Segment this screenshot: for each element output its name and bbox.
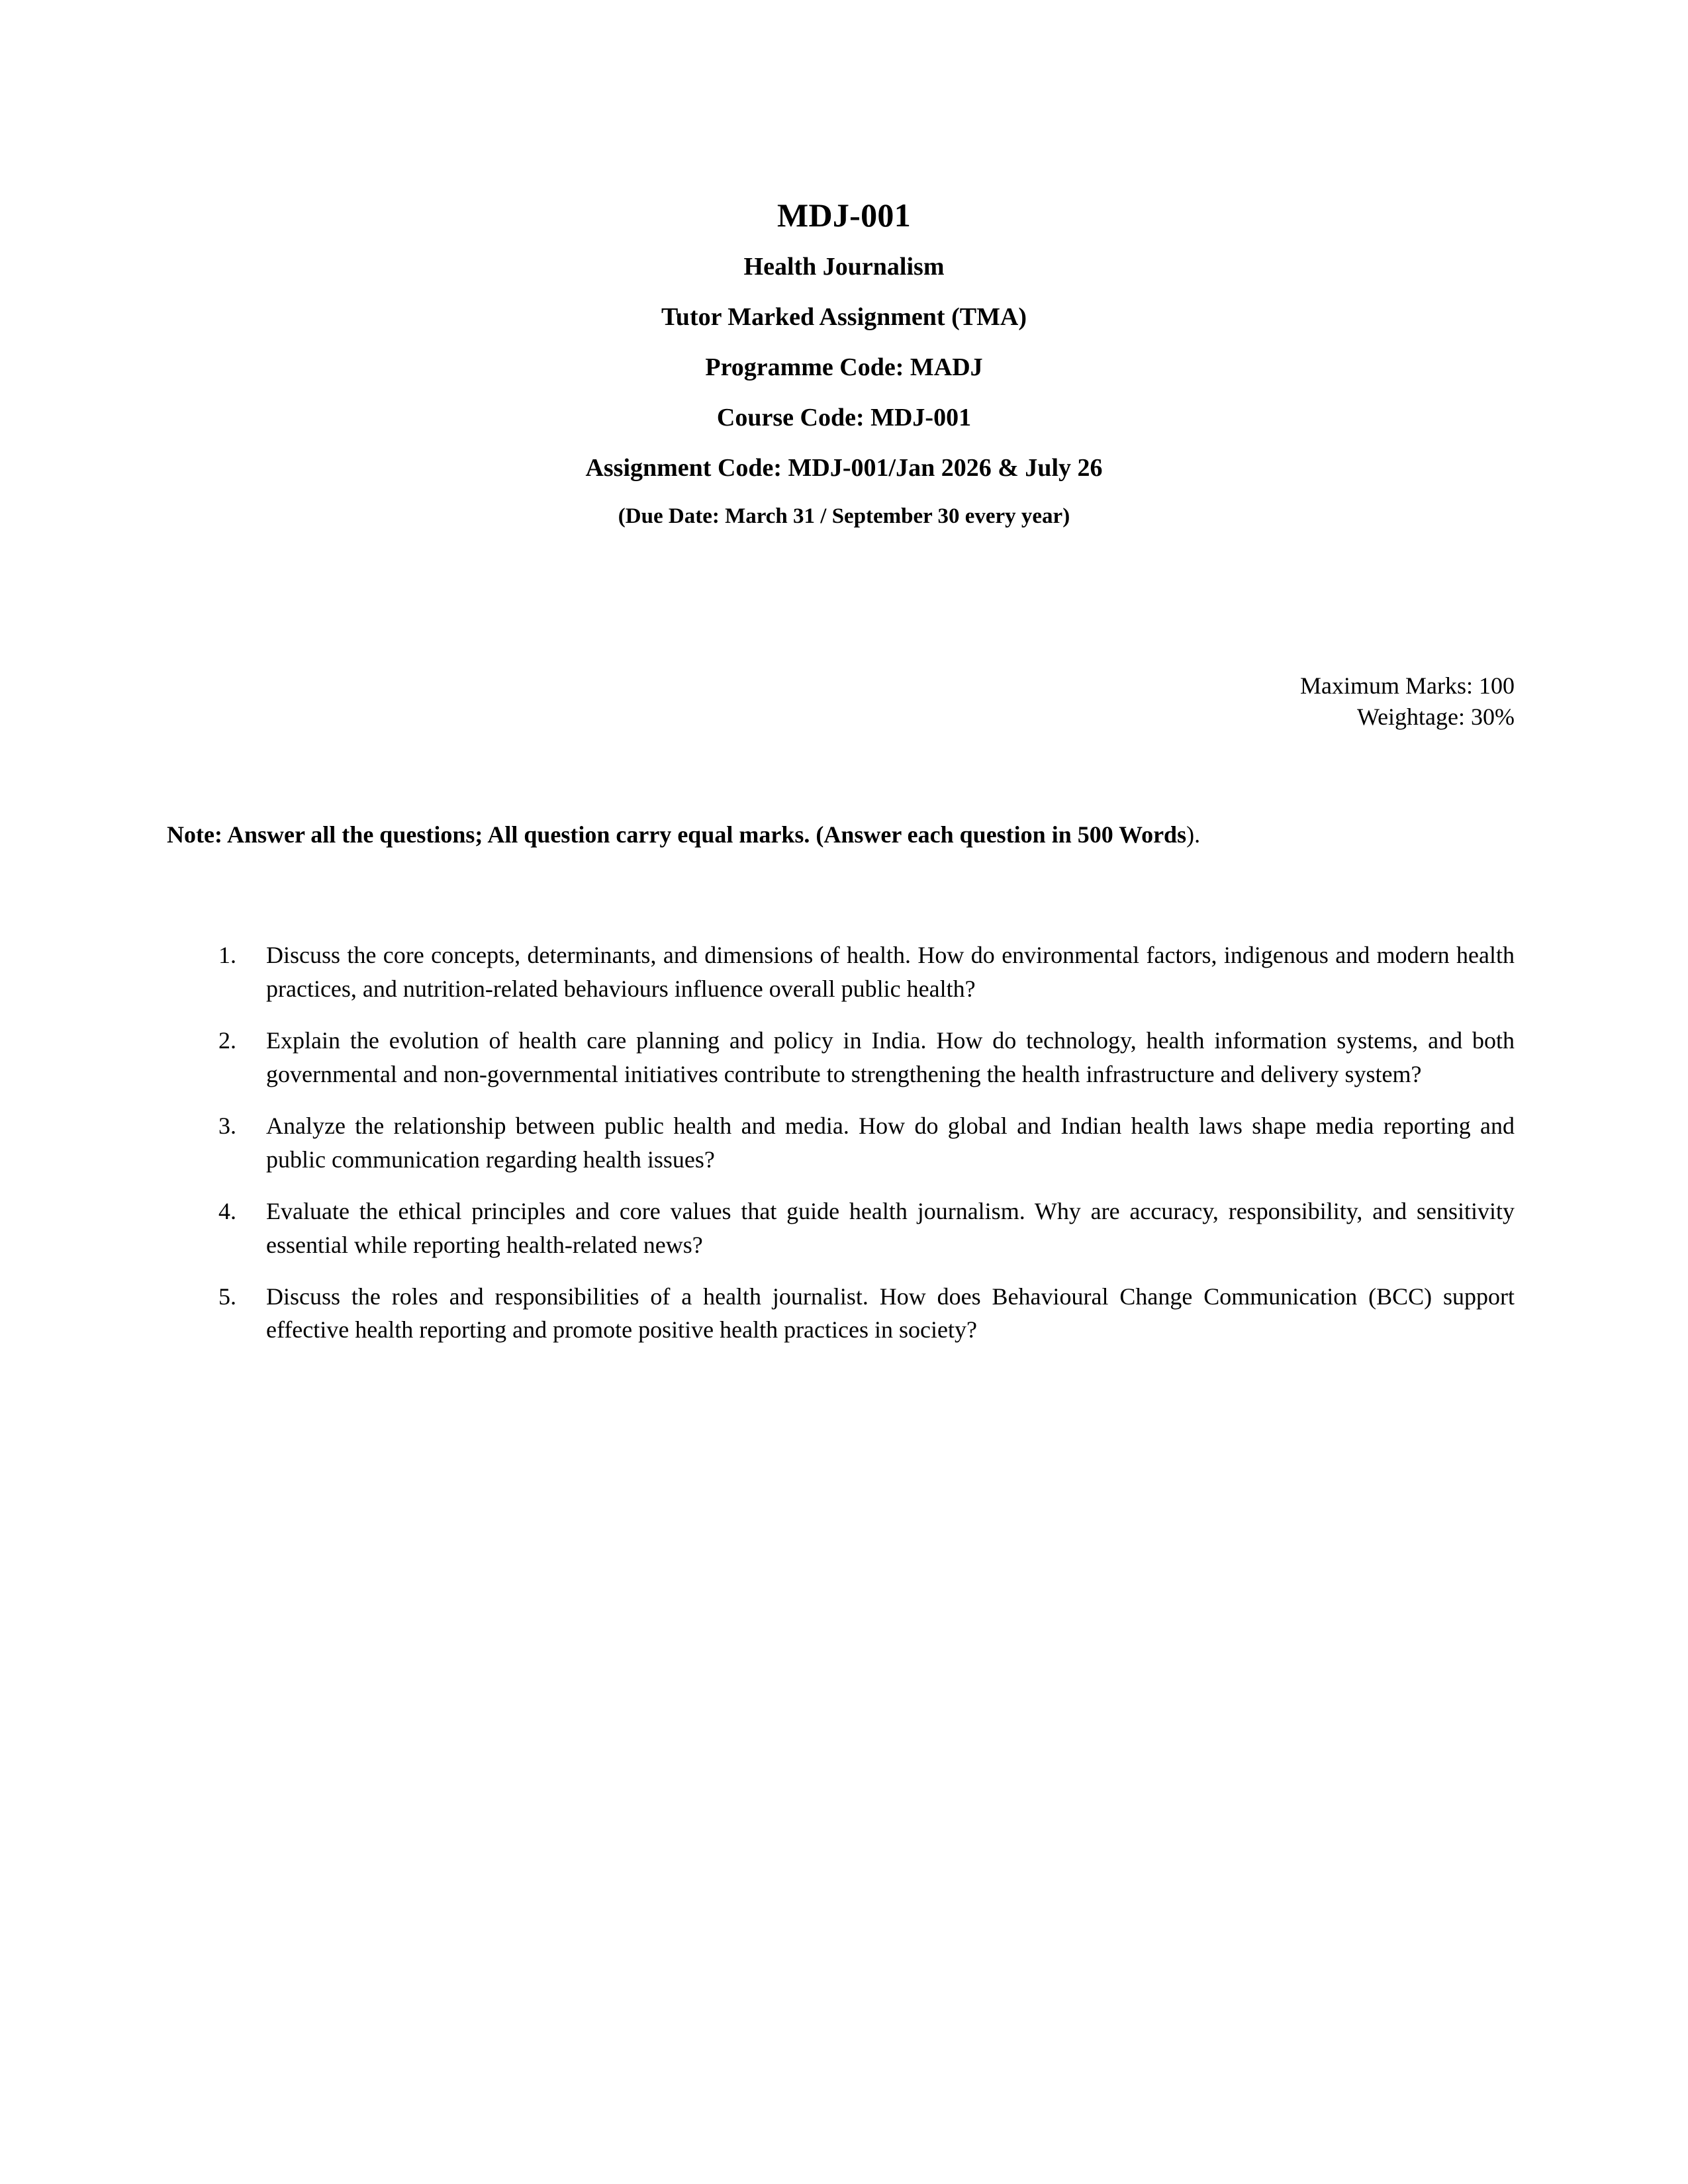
question-text: Discuss the roles and responsibilities of a health journalist. How does Behavioural Change Communication (BCC) support effective health reporting and promote positive health practices in society? [266, 1283, 1515, 1343]
note-trailing-text: ). [1186, 821, 1201, 848]
question-list [218, 938, 1515, 1347]
list-item [218, 938, 1515, 1006]
header-line-assignment-code: Assignment Code: MDJ-001/Jan 2026 & July 26 [585, 454, 1103, 482]
question-text: Evaluate the ethical principles and core values that guide health journalism. Why are accuracy, responsibility, and sensitivity essential while reporting health-related news? [266, 1197, 1515, 1258]
document-header [0, 199, 1688, 527]
list-item [218, 1024, 1515, 1091]
marks-block [1300, 670, 1515, 733]
header-line-assignment-type: Tutor Marked Assignment (TMA) [661, 303, 1027, 331]
question-text: Discuss the core concepts, determinants, and dimensions of health. How do environmental factors, indigenous and modern health practices, and nutrition-related behaviours influence overall public health? [266, 942, 1515, 1002]
note-bold-text: Note: Answer all the questions; All question carry equal marks. (Answer each question in 500 Words [167, 821, 1187, 848]
maximum-marks-text: Maximum Marks: 100 [1300, 672, 1515, 699]
question-number: 5. [218, 1283, 236, 1310]
header-line-course-name: Health Journalism [743, 253, 945, 281]
instructions-note [167, 818, 1596, 852]
question-number: 1. [218, 942, 236, 968]
question-number: 3. [218, 1112, 236, 1139]
question-text: Explain the evolution of health care planning and policy in India. How do technology, health information systems, and both governmental and non-governmental initiatives contribute to strengthening the health infrastructure and delivery system? [266, 1026, 1515, 1087]
question-text: Analyze the relationship between public health and media. How do global and Indian health laws shape media reporting and public communication regarding health issues? [266, 1112, 1515, 1173]
question-number: 4. [218, 1197, 236, 1224]
list-item [218, 1195, 1515, 1262]
header-line-due-date: (Due Date: March 31 / September 30 every year) [618, 504, 1070, 528]
header-line-programme-code: Programme Code: MADJ [705, 353, 983, 381]
list-item [218, 1109, 1515, 1177]
list-item [218, 1280, 1515, 1347]
header-line-course-code: Course Code: MDJ-001 [716, 404, 972, 432]
question-number: 2. [218, 1026, 236, 1054]
weightage-text: Weightage: 30% [1356, 703, 1515, 730]
page-title: MDJ-001 [776, 197, 912, 234]
